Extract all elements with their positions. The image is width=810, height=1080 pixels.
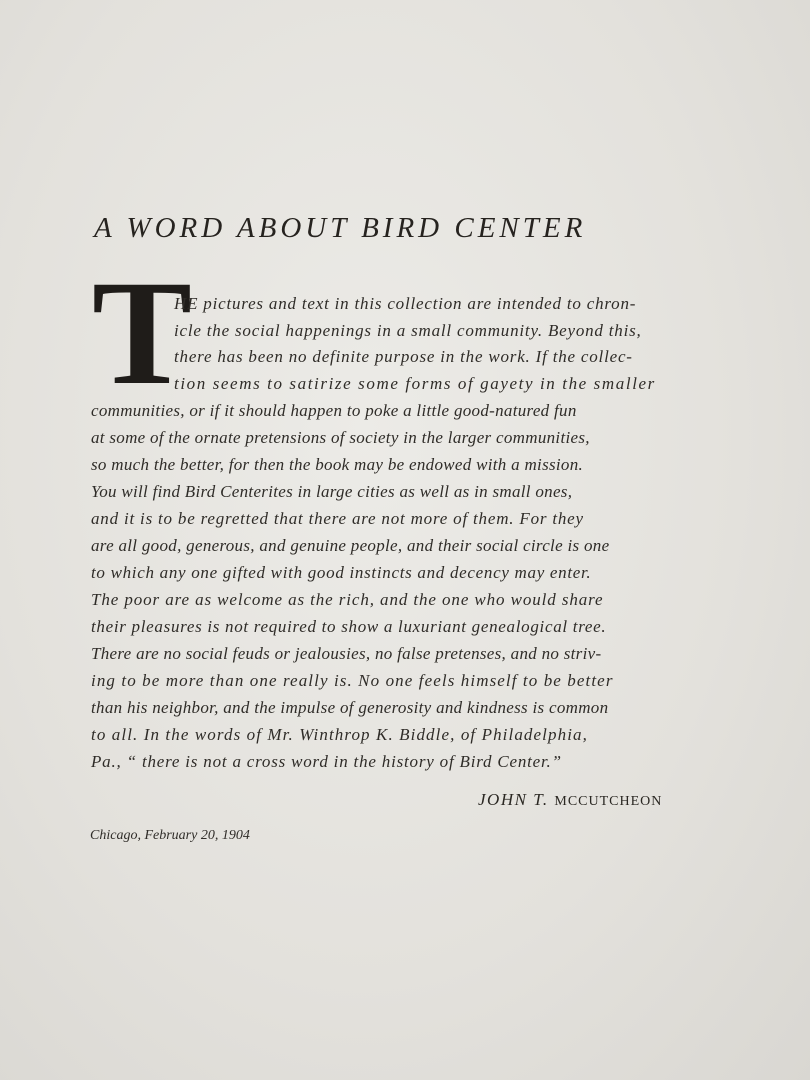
text-line: icle the social happenings in a small community. Beyond this, xyxy=(174,321,642,340)
text-line: HE pictures and text in this collection are intended to chron- xyxy=(174,294,637,313)
dateline: Chicago, February 20, 1904 xyxy=(90,828,250,843)
page-title: A WORD ABOUT BIRD CENTER xyxy=(94,212,587,244)
text-line: to all. In the words of Mr. Winthrop K. Biddle, of Philadelphia, xyxy=(91,725,588,744)
text-line: at some of the ornate pretensions of society in the larger communities, xyxy=(91,428,590,447)
text-line: tion seems to satirize some forms of gayety in the smaller xyxy=(174,374,656,393)
text-line: Pa., “ there is not a cross word in the history of Bird Center.” xyxy=(91,752,562,771)
drop-cap: T xyxy=(92,250,193,416)
text-line: You will find Bird Centerites in large cities as well as in small ones, xyxy=(91,482,573,501)
author-first-name: JOHN T. xyxy=(478,790,555,809)
text-line: communities, or if it should happen to poke a little good-natured fun xyxy=(91,401,577,420)
text-line: and it is to be regretted that there are not more of them. For they xyxy=(91,509,584,528)
text-line: than his neighbor, and the impulse of generosity and kindness is common xyxy=(91,698,609,717)
text-line: There are no social feuds or jealousies, no false pretenses, and no striv- xyxy=(91,644,602,663)
text-line: their pleasures is not required to show a luxuriant genealogical tree. xyxy=(91,617,607,636)
text-line: there has been no definite purpose in the work. If the collec- xyxy=(174,347,633,366)
text-line: The poor are as welcome as the rich, and the one who would share xyxy=(91,590,604,609)
text-line: are all good, generous, and genuine people, and their social circle is one xyxy=(91,536,610,555)
author-last-name: MCCUTCHEON xyxy=(554,794,663,809)
text-line: ing to be more than one really is. No one feels himself to be better xyxy=(91,671,614,690)
author-signature xyxy=(478,790,662,810)
text-line: to which any one gifted with good instincts and decency may enter. xyxy=(91,563,592,582)
text-line: so much the better, for then the book may be endowed with a mission. xyxy=(91,455,584,474)
